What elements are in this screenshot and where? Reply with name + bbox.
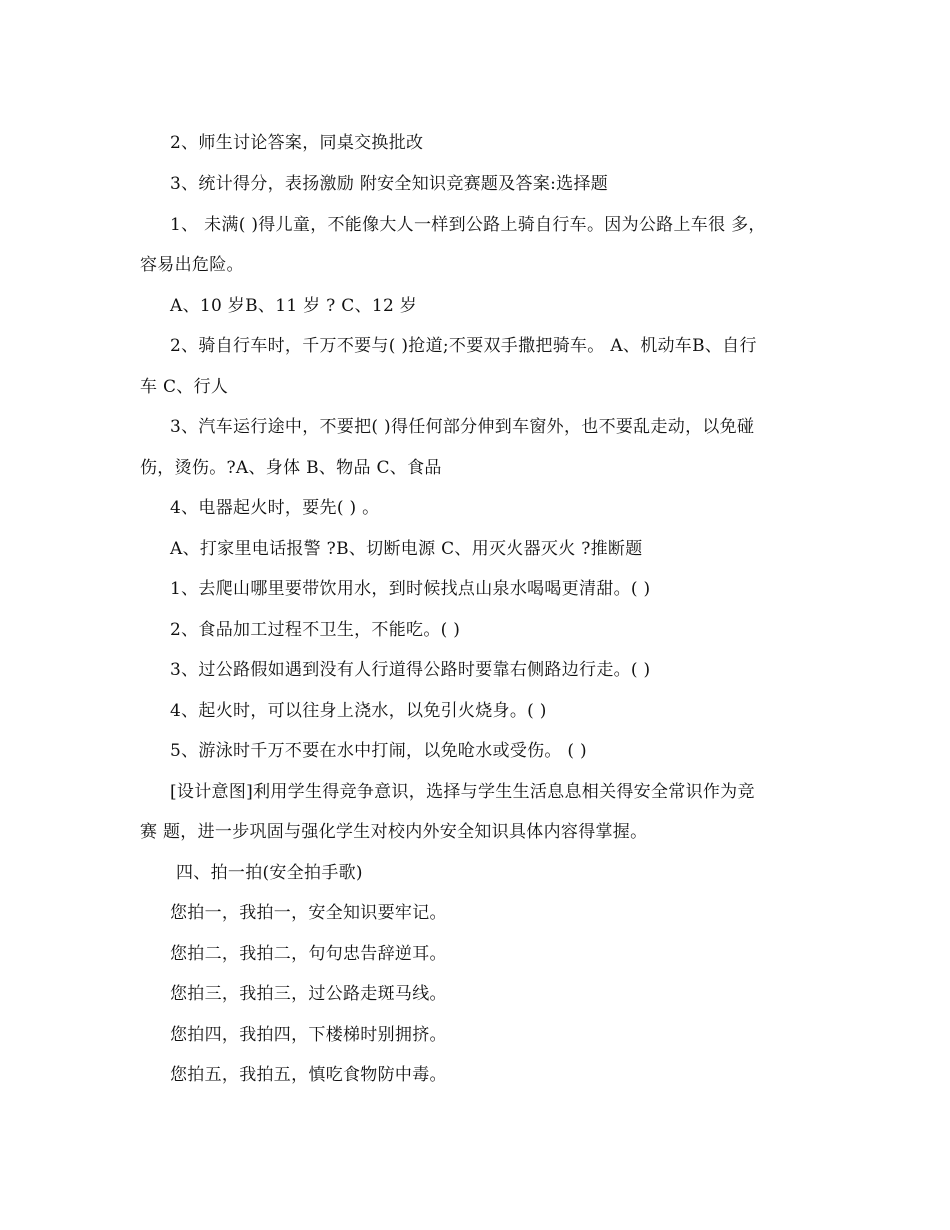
question-2-text: 2、骑自行车时，千万不要与( )抢道;不要双手撒把骑车。 A、机动车B、自行	[170, 336, 757, 356]
question-1-continued: 容易出危险。	[140, 255, 244, 275]
design-intent-continued: 赛 题，进一步巩固与强化学生对校内外安全知识具体内容得掌握。	[140, 822, 648, 842]
song-line-3: 您拍三，我拍三，过公路走斑马线。	[170, 984, 447, 1004]
design-intent-text: [设计意图]利用学生得竞争意识，选择与学生生活息息相关得安全常识作为竞	[170, 782, 755, 802]
song-line-1: 您拍一，我拍一，安全知识要牢记。	[170, 903, 447, 923]
song-line-5: 您拍五，我拍五，慎吃食物防中毒。	[170, 1065, 447, 1085]
question-3-continued: 伤，烫伤。?A、身体 B、物品 C、食品	[140, 458, 442, 478]
song-line-4: 您拍四，我拍四，下楼梯时别拥挤。	[170, 1025, 447, 1045]
question-4-text: 4、电器起火时，要先( ) 。	[170, 498, 380, 518]
question-4-options: A、打家里电话报警 ?B、切断电源 C、用灭火器灭火 ?推断题	[170, 539, 643, 559]
question-3-text: 3、汽车运行途中，不要把( )得任何部分伸到车窗外，也不要乱走动，以免碰	[170, 417, 755, 437]
question-2-continued: 车 C、行人	[140, 377, 229, 397]
judgment-5: 5、游泳时千万不要在水中打闹，以免呛水或受伤。 ( )	[170, 741, 587, 761]
judgment-2: 2、食品加工过程不卫生，不能吃。( )	[170, 620, 461, 640]
question-1-options: A、10 岁B、11 岁 ? C、12 岁	[170, 296, 418, 316]
question-1-text: 1、 未满( )得儿童，不能像大人一样到公路上骑自行车。因为公路上车很 多，	[170, 215, 766, 235]
judgment-3: 3、过公路假如遇到没有人行道得公路时要靠右侧路边行走。( )	[170, 660, 651, 680]
judgment-1: 1、去爬山哪里要带饮用水，到时候找点山泉水喝喝更清甜。( )	[170, 579, 651, 599]
step-3-line: 3、统计得分，表扬激励 附安全知识竞赛题及答案:选择题	[170, 174, 609, 194]
song-line-2: 您拍二，我拍二，句句忠告辞逆耳。	[170, 944, 447, 964]
section-heading: 四、拍一拍(安全拍手歌)	[176, 863, 363, 883]
step-2-line: 2、师生讨论答案，同桌交换批改	[170, 133, 424, 153]
judgment-4: 4、起火时，可以往身上浇水，以免引火烧身。( )	[170, 701, 547, 721]
